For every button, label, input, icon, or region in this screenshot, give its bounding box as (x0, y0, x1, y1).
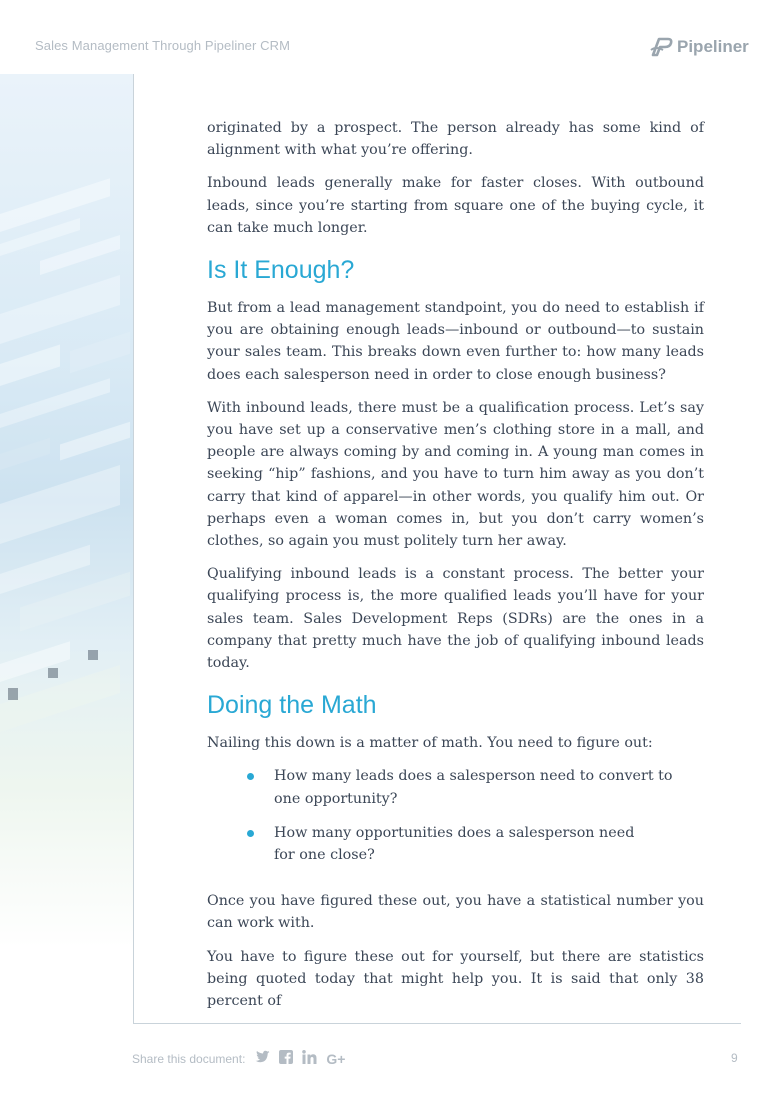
paragraph: Once you have figured these out, you have a statistical number you can work with. (207, 893, 704, 932)
panel-divider (133, 74, 134, 1024)
pipeliner-logo-icon (648, 34, 674, 60)
crm-dashboard-illustration (0, 74, 134, 1024)
pipeliner-logo (648, 34, 749, 60)
list-item (247, 822, 704, 866)
side-panel-image (0, 74, 134, 1024)
bullet-dot-icon (247, 773, 254, 780)
paragraph: But from a lead management standpoint, you do need to establish if you are obtaining enough leads—inbound or outbound—to sustain your sales team. This breaks down even further to: how many leads does each salesperson need in order to close enough business? (207, 300, 704, 383)
share-bar (132, 1050, 345, 1067)
page-number: 9 (731, 1051, 738, 1065)
bullet-dot-icon (247, 830, 254, 837)
section-heading: Is It Enough? (207, 256, 355, 285)
paragraph: originated by a prospect. The person already has some kind of alignment with what you’re offering. (207, 120, 704, 159)
list-item-line: How many leads does a salesperson need to convert to (274, 768, 673, 785)
bullet-list (207, 765, 704, 866)
paragraph: With inbound leads, there must be a qualification process. Let’s say you have set up a conservative men’s clothing store in a mall, and people are always coming by and coming in. A young man comes in seeking “hip” fashions, and you have to turn him away as you don’t carry that kind of apparel—in other words, you qualify him out. Or perhaps even a woman comes in, but you don’t carry women’s clothes, so again you must politely turn her away. (207, 399, 704, 550)
document-title: Sales Management Through Pipeliner CRM (35, 38, 291, 53)
logo-text: Pipeliner (677, 37, 749, 56)
paragraph: Inbound leads generally make for faster closes. With outbound leads, since you’re starting from square one of the buying cycle, it can take much longer. (207, 175, 704, 236)
list-item (247, 765, 704, 809)
list-item-line: How many opportunities does a salesperson need (274, 824, 635, 841)
linkedin-icon[interactable] (302, 1050, 317, 1067)
share-label: Share this document: (132, 1051, 246, 1066)
facebook-icon[interactable] (279, 1050, 293, 1067)
paragraph: Nailing this down is a matter of math. You need to figure out: (207, 735, 653, 752)
google-plus-icon[interactable]: G+ (326, 1050, 346, 1067)
page-content (207, 117, 704, 1023)
paragraph: Qualifying inbound leads is a constant process. The better your qualifying process is, the more qualified leads you’ll have for your sales team. Sales Development Reps (SDRs) are the ones in a company that pretty much have the job of qualifying inbound leads today. (207, 566, 704, 672)
list-item-line: for one close? (274, 847, 375, 864)
footer-divider (134, 1023, 741, 1024)
paragraph: You have to figure these out for yourself, but there are statistics being quoted today that might help you. It is said that only 38 percent of (207, 948, 704, 1010)
twitter-icon[interactable] (254, 1050, 270, 1067)
section-heading: Doing the Math (207, 691, 377, 720)
list-item-line: one opportunity? (274, 790, 398, 807)
